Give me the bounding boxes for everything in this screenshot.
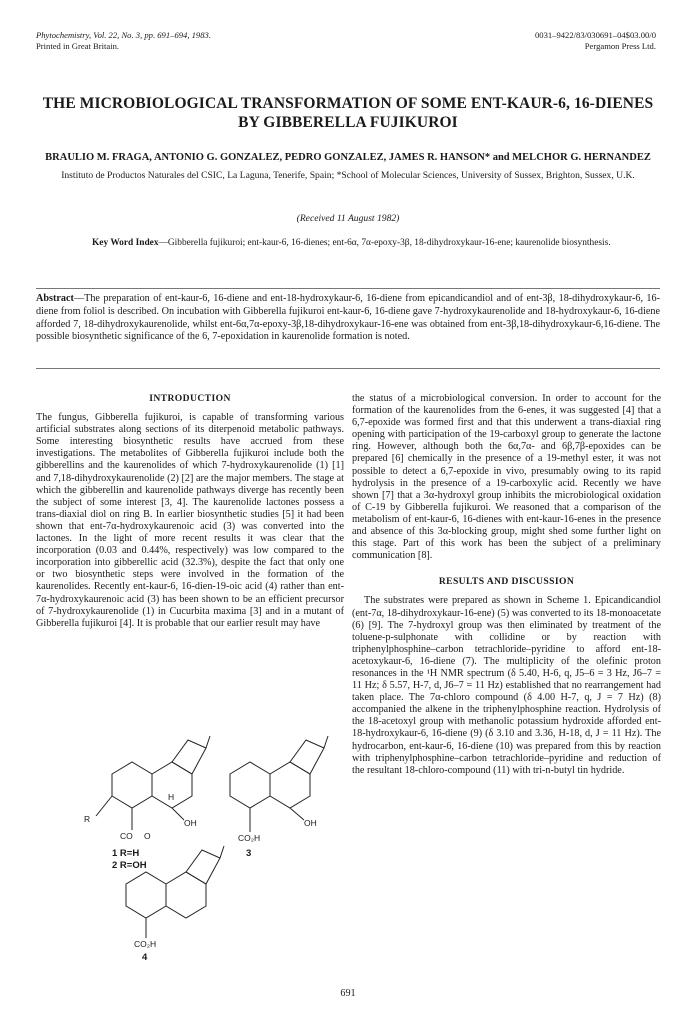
h-label-1: H: [168, 792, 175, 802]
oh-label-1: OH: [184, 818, 197, 828]
ring-c-4: [186, 850, 220, 884]
ring-a-3: [230, 762, 270, 808]
left-column: [36, 393, 344, 630]
right-column: [352, 393, 661, 777]
abstract-top-rule: [36, 288, 660, 289]
keywords-text: —Gibberella fujikuroi; ent-kaur-6, 16-dienes; ent-6α, 7α-epoxy-3β, 18-dihydroxykaur-16-ene; kaurenolide biosynthesis.: [158, 238, 611, 248]
results-paragraph: The substrates were prepared as shown in Scheme 1. Epicandicandiol (ent-7α, 18-dihydroxykaur-16-ene) (5) was converted to its 18-monoacetate (6) [9]. The 7-hydroxyl group was then eliminated by treatment of the toluene-p-sulphonate with collidine or by reaction with triphenylphosphine–carbon tetrachloride–pyridine to afford ent-18-acetoxykaur-6, 16-diene (7). The multiplicity of the olefinic proton resonances in the ¹H NMR spectrum (δ 5.40, H-6, q, J5–6 = 3 Hz, J6–7 = 11 Hz; δ 5.57, H-7, d, J6–7 = 11 Hz) established that no rearrangement had taken place. The 7α-chloro compound (δ 4.00 H-7, q, J = 7 Hz) (8) accompanied the alkene in the triphenylphosphine reaction. Hydrolysis of the 18-acetoxyl group with methanolic potassium hydroxide afforded ent-18-hydroxykaur-6, 16-diene (9) (δ 3.10 and 3.36, H-18, d, J = 11 Hz). The hydrocarbon, ent-kaur-6, 16-diene (10) was prepared from this by reaction with triphenylphosphine–carbon tetrachloride–pyridine and reduction of the resultant 18-chloro-compound (11) with tri-n-butyl tin hydride.: [352, 595, 661, 776]
co2h-label-3: CO₂H: [238, 833, 261, 843]
co2h-label-4: CO₂H: [134, 939, 157, 949]
keywords: [92, 237, 612, 249]
journal-code: 0031–9422/83/030691–04$03.00/0: [534, 30, 656, 40]
structure-scheme: [60, 734, 340, 963]
exo-methylene-1: [206, 736, 210, 748]
keywords-label: Key Word Index: [92, 238, 159, 248]
ring-a-4: [126, 872, 166, 918]
received-date: (Received 11 August 1982): [296, 213, 400, 224]
journal-citation: [36, 30, 211, 52]
affiliation: Instituto de Productos Naturales del CSIC, La Laguna, Tenerife, Spain; *School of Molecular Sciences, University of Sussex, Brighton, Sussex, U.K.: [61, 170, 635, 181]
compound-label-1: 1 R=H: [112, 848, 140, 859]
ring-b-3: [270, 762, 310, 808]
compound-label-4: 4: [142, 952, 148, 963]
compound-label-3: 3: [246, 848, 252, 859]
r-label: R: [84, 814, 91, 824]
abstract: [36, 293, 660, 344]
introduction-continued: the status of a microbiological conversion. In order to account for the formation of the kaurenolides from the 6-enes, it was suggested [4] that a 6,7-epoxide was formed first and that this underwent a trans-diaxial ring opening with participation of the 19-carboxyl group to generate the lactone ring. However, although both the 6α,7α- and 6β,7β-epoxides can be prepared [6] chemically in the presence of a 19-methyl ester, it was not possible to detect a 6,7-epoxide in vivo, presumably owing to its rapid hydrolysis in the presence of a 19-carboxylic acid. Recently we have shown [7] that a 3α-hydroxyl group inhibits the microbiological oxidation of C-19 by Gibberella fujikuroi. We reasoned that a comparison of the metabolism of ent-kaur-6, 16-dienes with ent-kaur-16-enes in the presence and absence of this 3α-blocking group, might shed some further light on this stage. Part of this work has been the subject of a preliminary communication [8].: [352, 393, 661, 562]
author-list: BRAULIO M. FRAGA, ANTONIO G. GONZALEZ, PEDRO GONZALEZ, JAMES R. HANSON* and MELCHOR G. HERNANDEZ: [45, 152, 651, 163]
oh-label-3: OH: [304, 818, 317, 828]
abstract-label: Abstract: [36, 293, 74, 304]
exo-methylene-4: [220, 846, 224, 858]
introduction-paragraph: The fungus, Gibberella fujikuroi, is capable of transforming various artificial substrates along sections of its diterpenoid metabolic pathways. Some interesting biosynthetic results have accrued from these investigations. The metabolites of Gibberella fujikuroi include both the gibberellins and the kaurenolides of which 7-hydroxykaurenolide (1) [1] and 7,18-dihydroxykaurenolide (2) [2] are the major members. The stage at which the gibberellin and kaurenolide pathways diverge has recently been the subject of some interest [3, 4]. The kaurenolide lactones possess a trans-diaxial diol on ring B. In earlier biosynthetic studies [5] it had been shown that ent-7α-hydroxykaurenoic acid (3) was converted into the lactones. In the light of more recent results it was clear that the incorporation (0.03 and 0.44%, respectively) was low compared to the incorporation into gibberellic acid (32.3%), despite the fact that only one or two biosynthetic steps were involved in the formation of the kaurenolides. Recently ent-kaur-6, 16-dien-19-oic acid (4) rather than ent-7α-hydroxykaurenoic acid (3) has been shown to be an efficient precursor of 7-hydroxykaurenolide (1) in Cucurbita maxima [3] and in a mutant of Gibberella fujikuroi [4]. It is probable that our earlier result may have: [36, 412, 344, 629]
page-number: 691: [340, 988, 356, 999]
results-heading: RESULTS AND DISCUSSION: [438, 576, 575, 588]
ring-a-1: [112, 762, 152, 808]
exo-methylene-3: [324, 736, 328, 748]
publisher: Pergamon Press Ltd.: [584, 41, 656, 51]
article-title: THE MICROBIOLOGICAL TRANSFORMATION OF SOME ENT-KAUR-6, 16-DIENES BY GIBBERELLA FUJIKUROI: [42, 95, 654, 131]
r-bond: [96, 796, 112, 816]
abstract-text: —The preparation of ent-kaur-6, 16-diene and ent-18-hydroxykaur-6, 16-diene from epicandicandiol and of ent-3β, 18-dihydroxykaur-6, 16-diene from foliol is described. On incubation with Gibberella fujikuroi ent-kaur-6, 16-diene gave 7-hydroxykaurenolide and 18-hydroxykaur-6, 16-diene afforded 7, 18-dihydroxykaurenolide, whilst ent-6α,7α-epoxy-3β,18-dihydroxykaur-16-ene was obtained from ent-3β,18-dihydroxykaur-6,16-diene. The possible biosynthetic significance of the 6, 7-epoxidation in kaurenolide formation is noted.: [36, 293, 660, 343]
ring-b-4: [166, 872, 206, 918]
oh-bond-3: [290, 808, 304, 820]
printed-in: Printed in Great Britain.: [36, 41, 120, 51]
abstract-bottom-rule: [36, 368, 660, 369]
oh-bond-1: [172, 808, 184, 820]
journal-code-block: [535, 30, 656, 52]
o-label: O: [144, 831, 151, 841]
compound-label-2: 2 R=OH: [112, 860, 147, 871]
ring-c-1: [172, 740, 206, 774]
co-label: CO: [120, 831, 133, 841]
structure-drawings: [60, 734, 340, 960]
introduction-heading: INTRODUCTION: [149, 393, 231, 404]
ring-c-3: [290, 740, 324, 774]
journal-reference: Phytochemistry, Vol. 22, No. 3, pp. 691–694, 1983.: [36, 30, 211, 40]
